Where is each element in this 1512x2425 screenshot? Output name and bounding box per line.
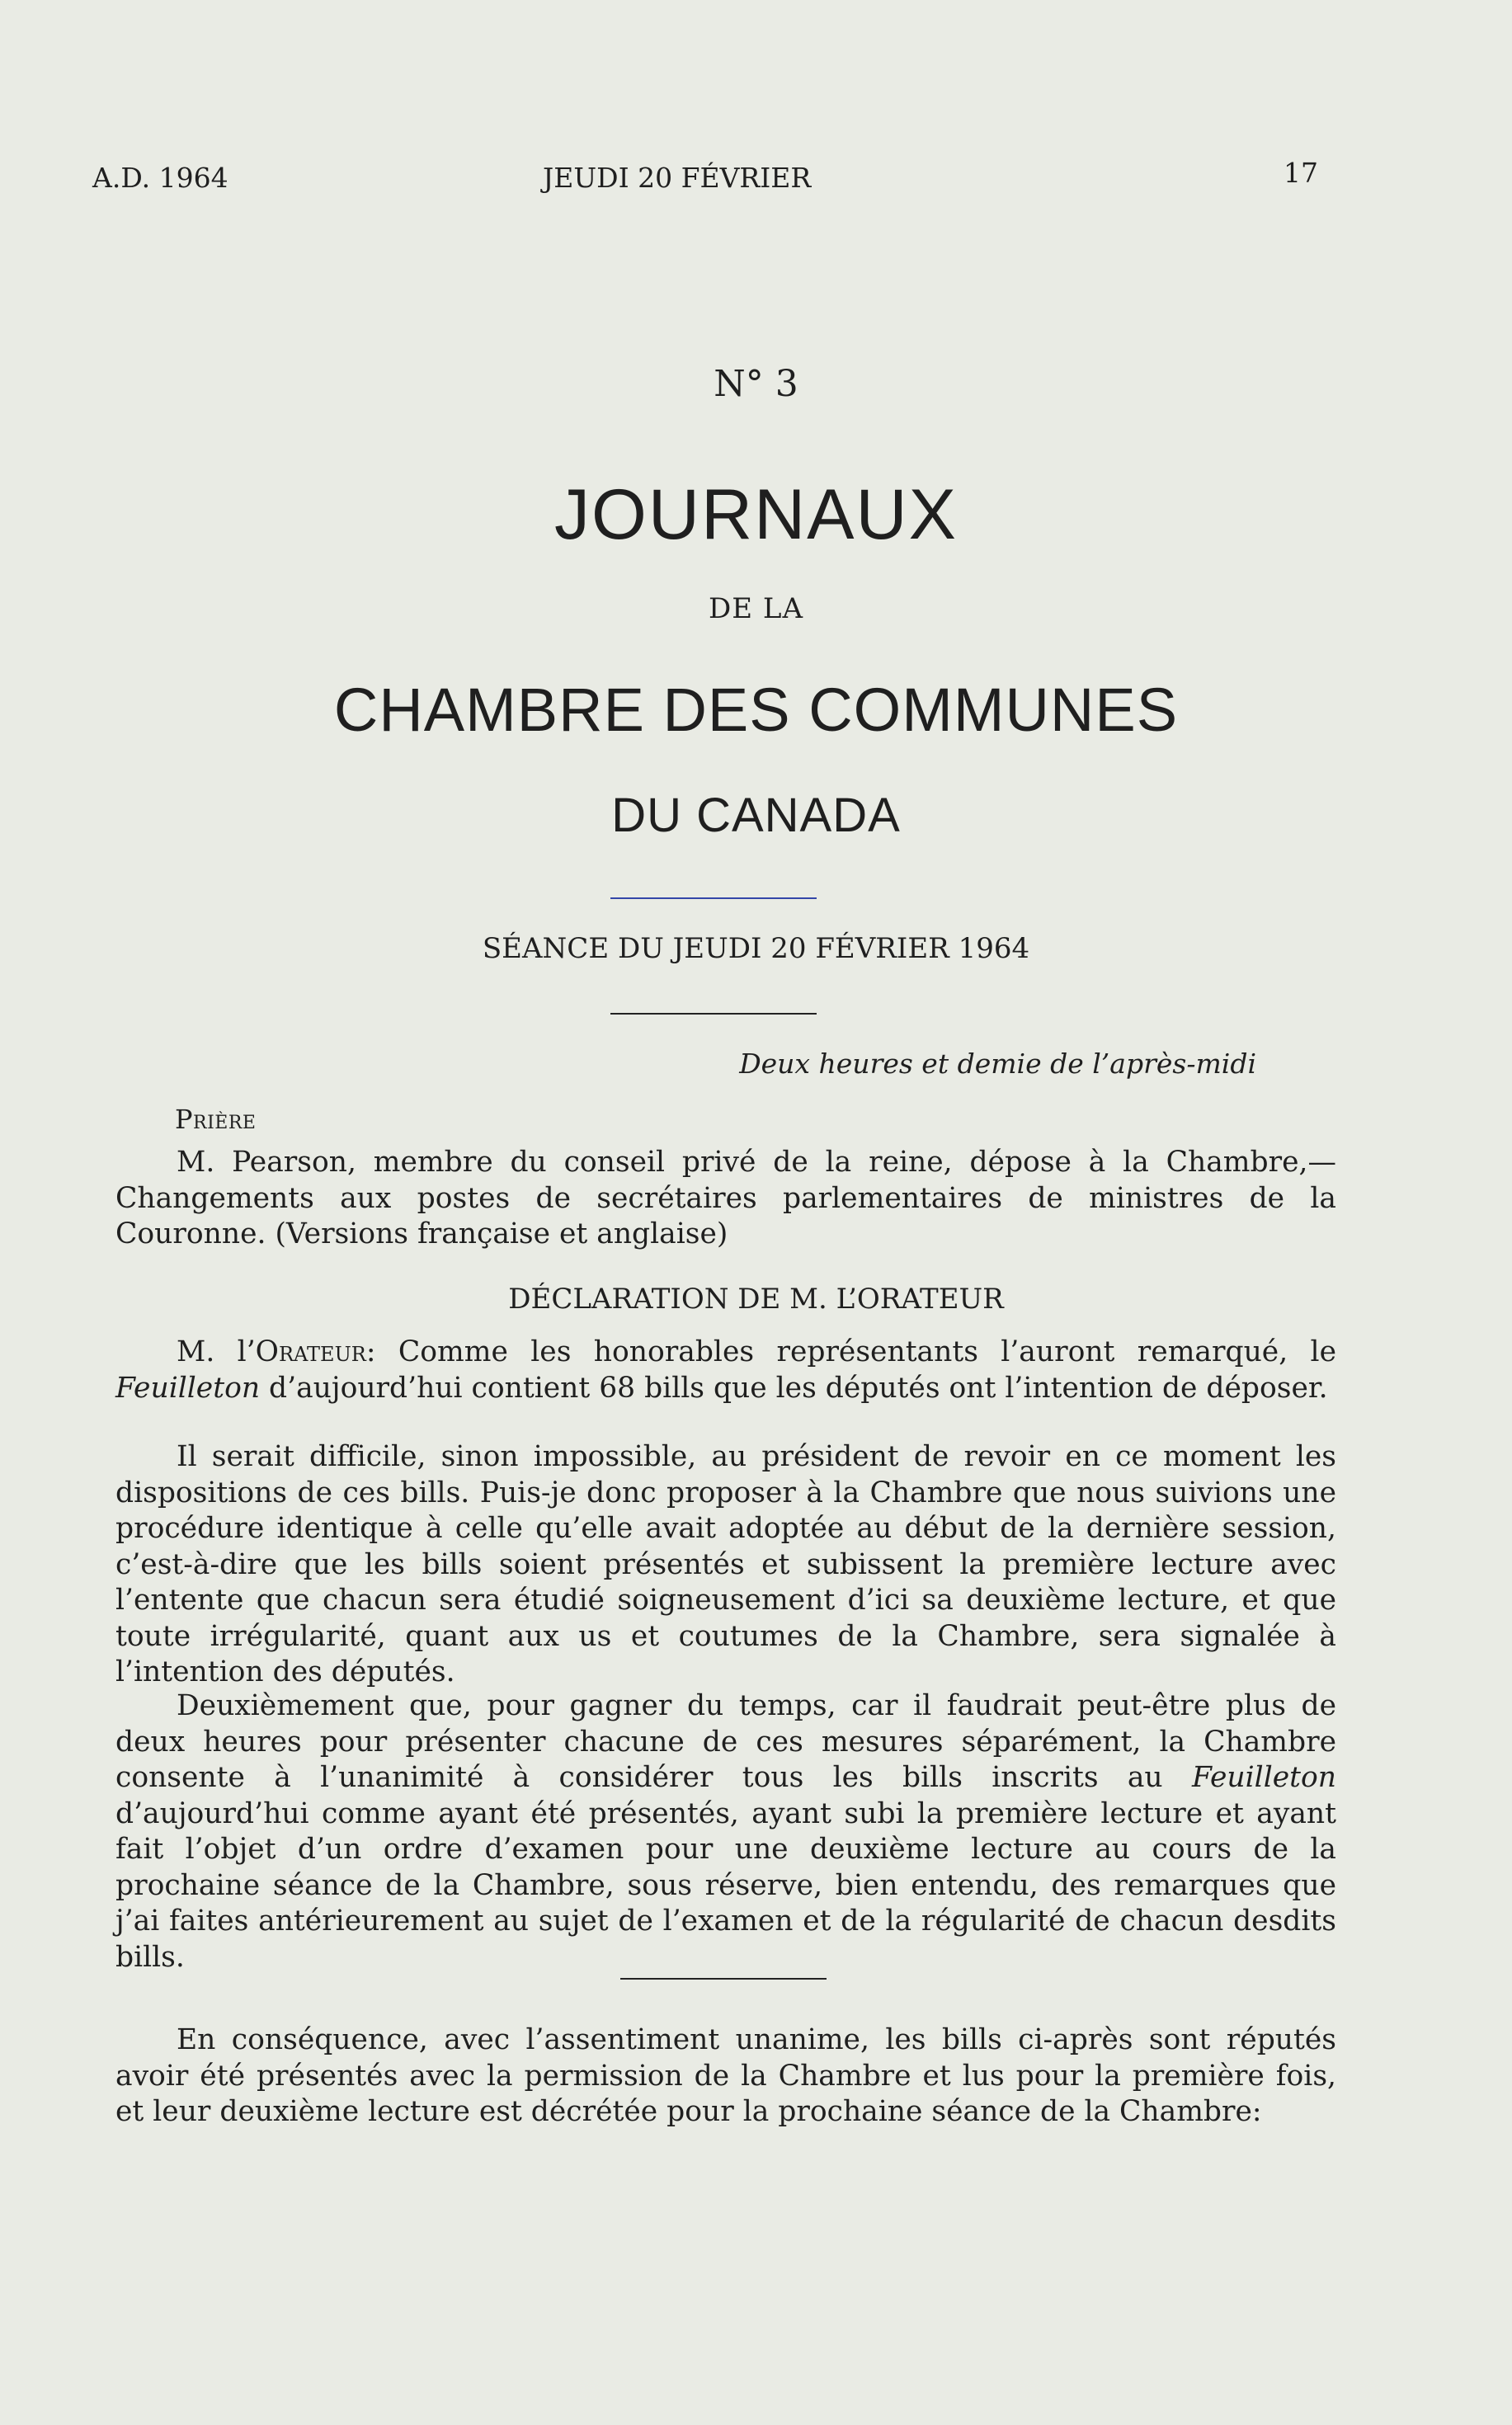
feuilleton-italic: Feuilleton bbox=[1191, 1761, 1336, 1794]
header-year: A.D. 1964 bbox=[92, 162, 228, 194]
sitting-title: SÉANCE DU JEUDI 20 FÉVRIER 1964 bbox=[482, 932, 1030, 965]
paragraph-speaker bbox=[115, 1335, 1336, 1406]
paragraph-procedure: Il serait difficile, sinon impossible, au président de revoir en ce moment les dispositions de ces bills. Puis-je donc proposer à la Chambre que nous suivions une procédure identique à celle qu’elle avait adoptée au début de la dernière session, c’est-à-dire que les bills soient présentés et subissent la première lecture avec l’entente que chacun sera étudié soigneusement d’ici sa deuxième lecture, et que toute irrégularité, quant aux us et coutumes de la Chambre, sera signalée à l’intention des députés. bbox=[115, 1440, 1336, 1688]
header-date: JEUDI 20 FÉVRIER bbox=[543, 162, 812, 194]
speaker-text-1: : Comme les honorables représentants l’auront remarqué, le bbox=[365, 1335, 1336, 1368]
declaration-heading: DÉCLARATION DE M. L’ORATEUR bbox=[508, 1283, 1004, 1316]
title-de-la: DE LA bbox=[708, 592, 804, 625]
prayer-heading-text: Prière bbox=[175, 1104, 257, 1135]
feuilleton-italic: Feuilleton bbox=[115, 1371, 261, 1405]
journal-number: N° 3 bbox=[714, 363, 798, 405]
paragraph-second bbox=[115, 1688, 1336, 1975]
institution-title: CHAMBRE DES COMMUNES bbox=[333, 676, 1179, 744]
speaker-text-2: d’aujourd’hui contient 68 bills que les députés ont l’intention de déposer. bbox=[260, 1371, 1328, 1405]
divider-rule bbox=[620, 1978, 827, 1980]
divider-rule bbox=[610, 897, 817, 899]
country-title: DU CANADA bbox=[611, 789, 901, 842]
page-number: 17 bbox=[1284, 157, 1318, 189]
sitting-time: Deux heures et demie de l’après-midi bbox=[739, 1048, 1256, 1080]
speaker-prefix: M. l’ bbox=[177, 1335, 256, 1368]
paragraph-consequence: En conséquence, avec l’assentiment unanime, les bills ci-après sont réputés avoir été présentés avec la permission de la Chambre et lus pour la première fois, et leur deuxième lecture est décrétée pour la prochaine séance de la Chambre: bbox=[115, 2023, 1336, 2128]
speaker-title: Orateur bbox=[255, 1335, 366, 1368]
divider-rule bbox=[610, 1013, 817, 1015]
second-text-2: d’aujourd’hui comme ayant été présentés, ayant subi la première lecture et ayant fait l’objet d’un ordre d’examen pour une deuxième lecture au cours de la prochaine séance de la Chambre, sous réserve, bien entendu, des remarques que j’ai faites antérieurement au sujet de l’examen et de la régularité de chacun desdits bills. bbox=[115, 1796, 1336, 1974]
paragraph-tabling: M. Pearson, membre du conseil privé de la reine, dépose à la Chambre,—Changements aux postes de secrétaires parlementaires de ministres de la Couronne. (Versions française et anglaise) bbox=[115, 1146, 1336, 1250]
prayer-heading bbox=[175, 1104, 256, 1135]
journal-title: JOURNAUX bbox=[553, 475, 959, 554]
second-text-1: Deuxièmement que, pour gagner du temps, car il faudrait peut-être plus de deux heures pour présenter chacune de ces mesures séparément, la Chambre consente à l’unanimité à considérer tous les bills inscrits au bbox=[115, 1689, 1336, 1794]
